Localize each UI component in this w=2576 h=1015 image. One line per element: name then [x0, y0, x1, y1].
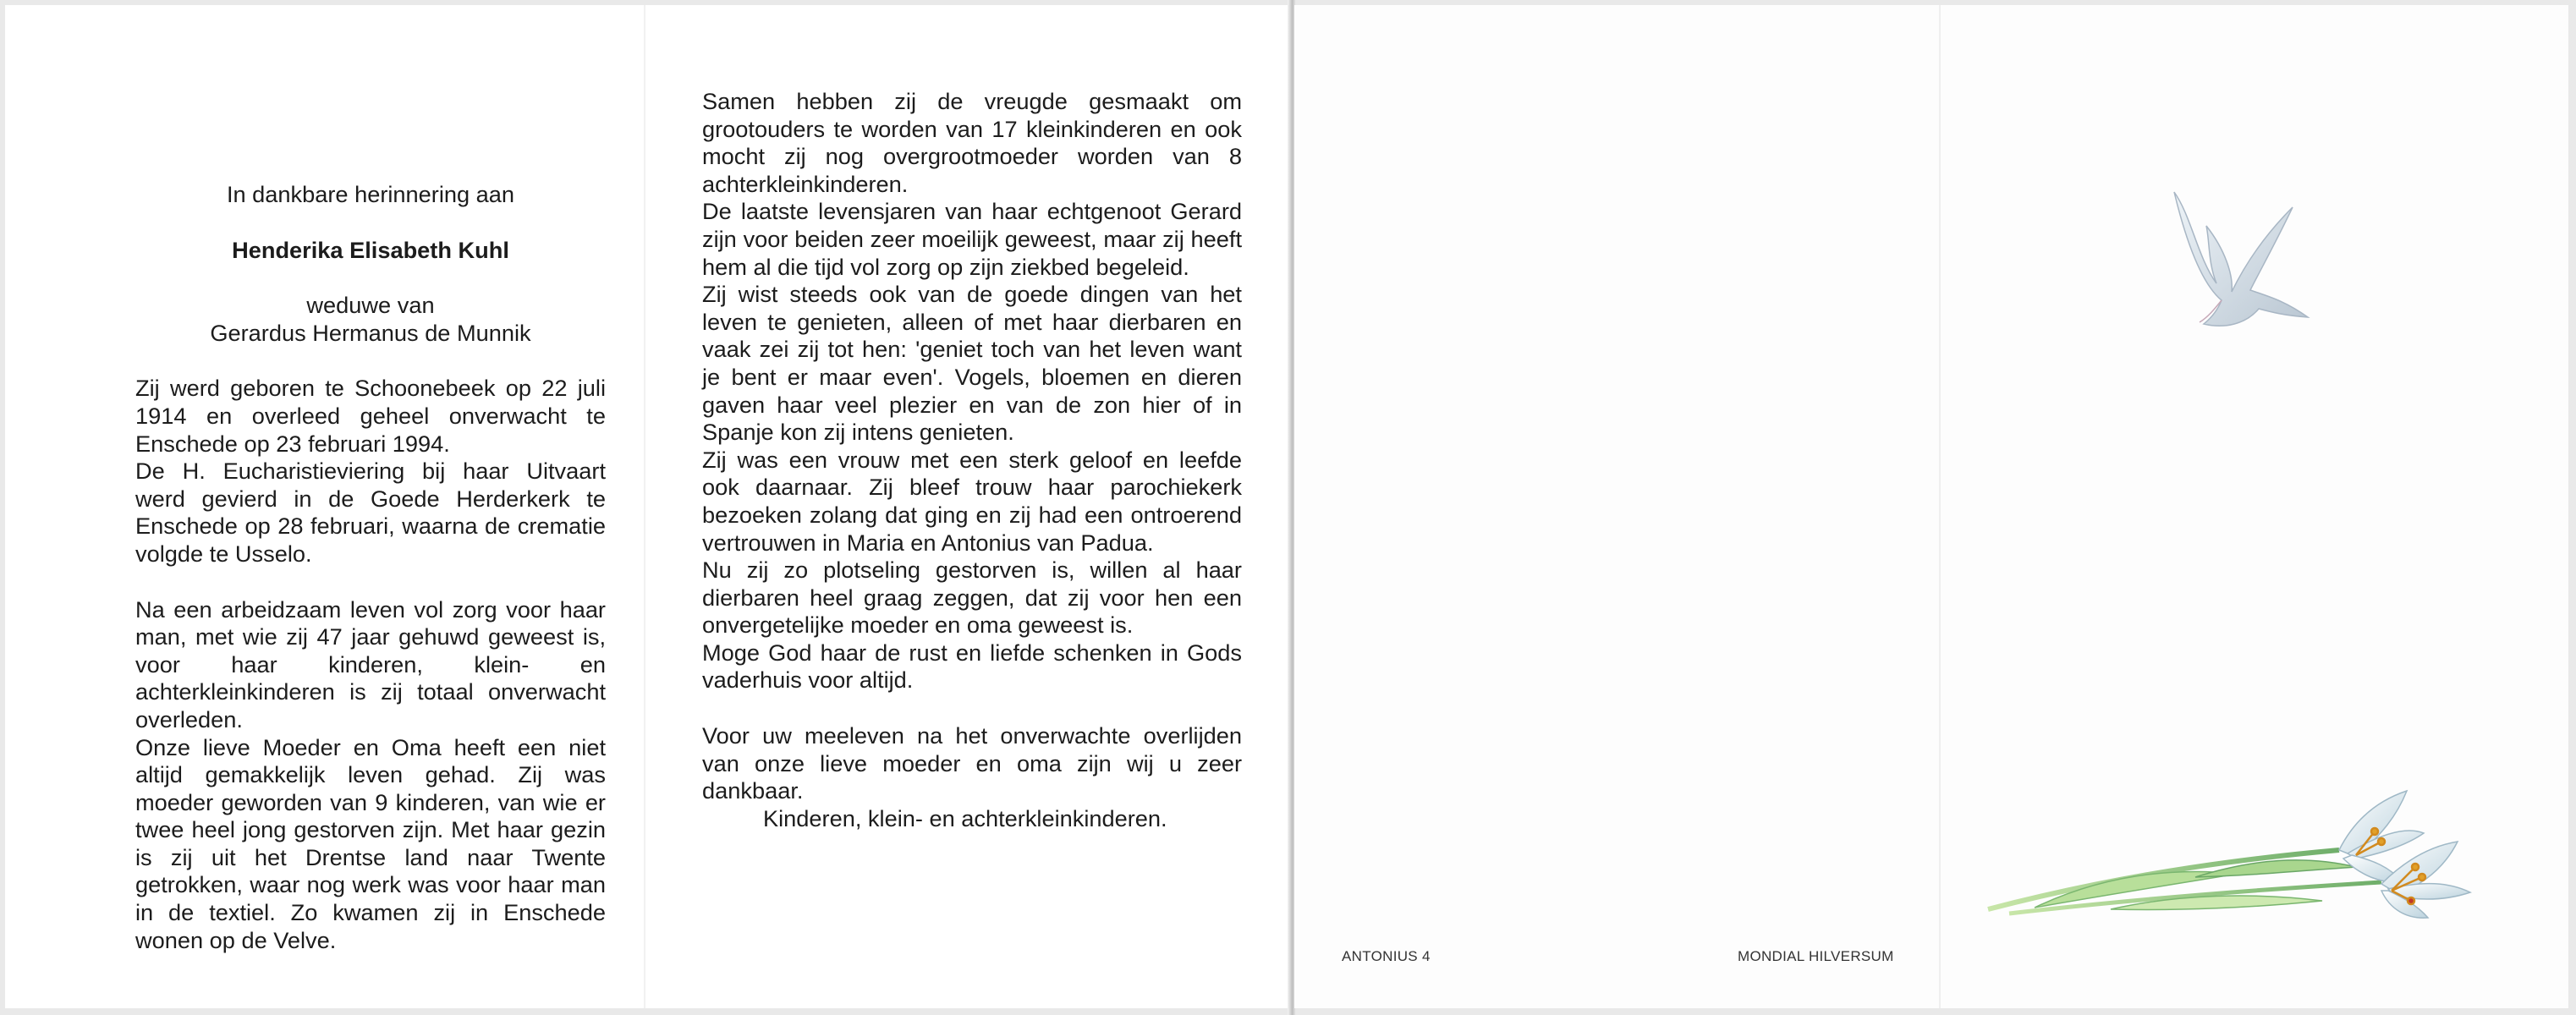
spouse-name: Gerardus Hermanus de Munnik [210, 319, 531, 346]
paragraph-enjoy-life: Zij wist steeds ook van de goede dingen van het leven te genieten, alleen of met haar dierbaren en vaak zei zij tot hen: 'geniet toch van het leven want je bent er maar even'. Vogels, bloemen en dieren gaven haar veel plezier en van de zon hier of in Spanje kon zij intens genieten. [702, 281, 1242, 446]
paragraph-sudden-death: Nu zij zo plotseling gestorven is, willen al haar dierbaren heel graag zeggen, dat zij voor hen een onvergetelijke moeder en oma geweest is. [702, 557, 1242, 639]
deceased-name: Henderika Elisabeth Kuhl [232, 236, 509, 263]
card-code: ANTONIUS 4 [1342, 948, 1431, 964]
paragraph-grandchildren: Samen hebben zij de vreugde gesmaakt om grootouders te worden van 17 kleinkinderen en ook mocht zij nog overgrootmoeder worden van 8 achterkleinkinderen. [702, 88, 1242, 197]
dove-icon [2166, 182, 2326, 351]
fold-line [1939, 5, 1941, 1008]
signature: Kinderen, klein- en achterkleinkinderen. [763, 804, 1167, 831]
paragraph-thanks: Voor uw meeleven na het onverwachte overlijden van onze lieve moeder en oma zijn wij u zeer dankbaar. [702, 722, 1242, 804]
lily-flowers-icon [1984, 782, 2500, 926]
paragraph-funeral: De H. Eucharistieviering bij haar Uitvaart werd gevierd in de Goede Herderkerk te Enschede op 28 februari, waarna de crematie volgde te Usselo. [135, 458, 606, 567]
paragraph-life: Na een arbeidzaam leven vol zorg voor haar man, met wie zij 47 jaar gehuwd geweest is, voor haar kinderen, klein- en achterkleinkinderen is zij totaal onverwacht overleden. [135, 595, 606, 732]
paragraph-faith: Zij was een vrouw met een sterk geloof en leefde ook daarnaar. Zij bleef trouw haar parochiekerk bezoeken zolang dat ging en zij had een ontroerend vertrouwen in Maria en Antonius van Padua. [702, 446, 1242, 556]
paragraph-family: Onze lieve Moeder en Oma heeft een niet altijd gemakkelijk leven gehad. Zij was moeder geworden van 9 kinderen, van wie er twee heel jong gestorven zijn. Met haar gezin is zij uit het Drentse land naar Twente getrokken, waar nog werk was voor haar man in de textiel. Zo kwamen zij in Enschede wonen op de Velve. [135, 733, 606, 953]
fold-line [644, 5, 645, 1008]
publisher: MONDIAL HILVERSUM [1738, 948, 1894, 964]
widow-of-label: weduwe van [306, 292, 435, 319]
paragraph-husband: De laatste levensjaren van haar echtgenoot Gerard zijn voor beiden zeer moeilijk geweest, maar zij heeft hem al die tijd vol zorg op zijn ziekbed begeleid. [702, 198, 1242, 280]
card-inner-spread [5, 5, 1291, 1008]
right-column [702, 88, 1242, 832]
paragraph-prayer: Moge God haar de rust en liefde schenken in Gods vaderhuis voor altijd. [702, 639, 1242, 694]
paragraph-birth: Zij werd geboren te Schoonebeek op 22 juli 1914 en overleed geheel onverwacht te Enschede op 23 februari 1994. [135, 375, 606, 457]
heading: In dankbare herinnering aan [226, 181, 515, 207]
left-column [135, 181, 606, 954]
